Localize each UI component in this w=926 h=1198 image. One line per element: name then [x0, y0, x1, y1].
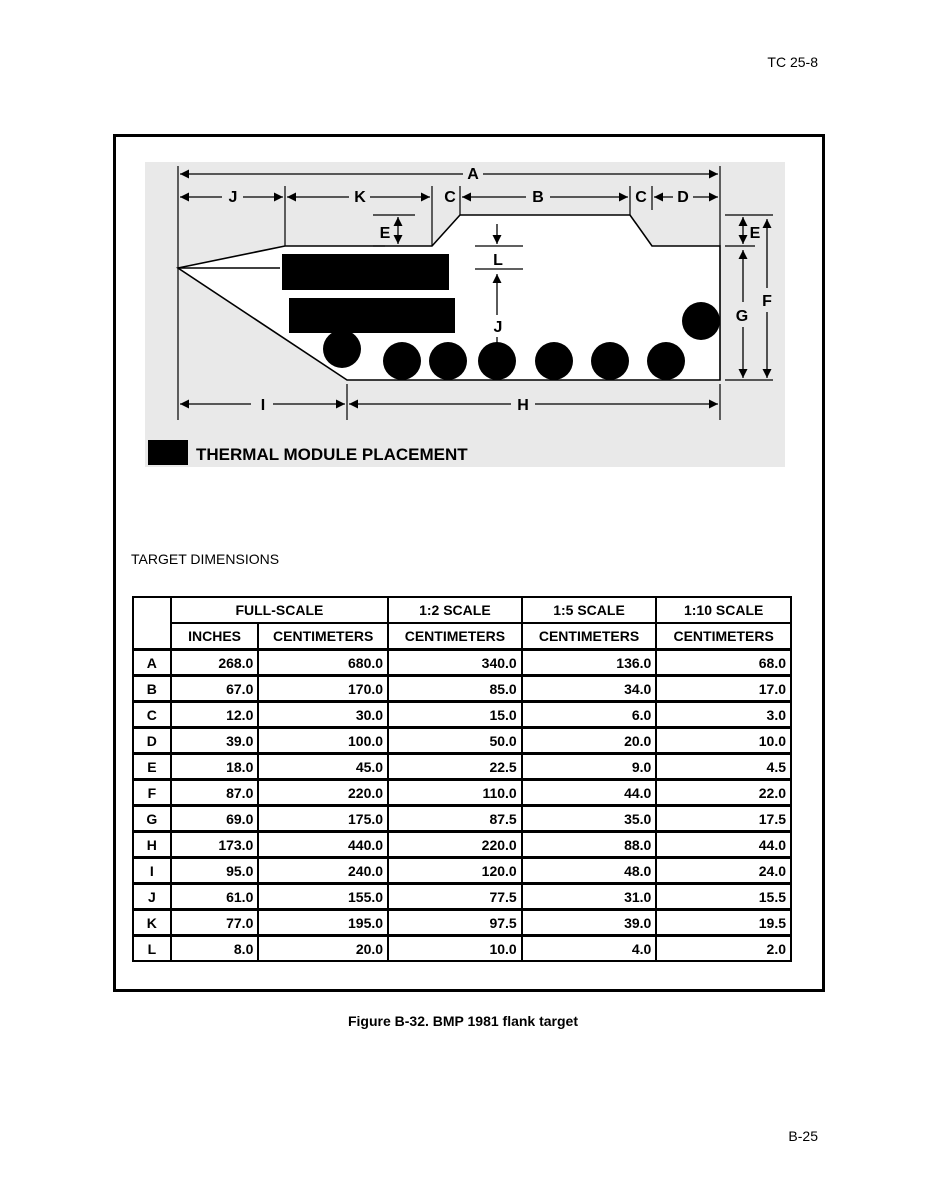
row-label: C: [133, 702, 171, 728]
label-c-right: C: [635, 189, 647, 206]
table-row: [133, 910, 791, 936]
table-cell: 10.0: [388, 936, 522, 962]
label-l: L: [493, 252, 503, 269]
table-row: [133, 832, 791, 858]
table-cell: 3.0: [656, 702, 791, 728]
table-cell: 10.0: [656, 728, 791, 754]
table-cell: 19.5: [656, 910, 791, 936]
table-cell: 35.0: [522, 806, 657, 832]
road-wheel: [591, 342, 629, 380]
row-label: A: [133, 650, 171, 676]
table-cell: 20.0: [522, 728, 657, 754]
table-cell: 39.0: [171, 728, 259, 754]
table-row: [133, 780, 791, 806]
label-b: B: [532, 189, 544, 206]
table-cell: 95.0: [171, 858, 259, 884]
table-cell: 88.0: [522, 832, 657, 858]
label-g: G: [735, 308, 749, 325]
subheader-inches: INCHES: [171, 623, 259, 650]
table-corner-cell: [133, 597, 171, 650]
header-fifth-scale: 1:5 SCALE: [522, 597, 657, 623]
row-label: I: [133, 858, 171, 884]
label-j: J: [493, 319, 503, 336]
header-tenth-scale: 1:10 SCALE: [656, 597, 791, 623]
table-cell: 68.0: [656, 650, 791, 676]
label-j-top: J: [228, 189, 238, 206]
table-row: [133, 806, 791, 832]
section-title: TARGET DIMENSIONS: [131, 551, 280, 567]
row-label: B: [133, 676, 171, 702]
label-i: I: [260, 397, 266, 414]
figure-caption: Figure B-32. BMP 1981 flank target: [347, 1013, 579, 1029]
table-sub-header-row: [133, 623, 791, 650]
legend-label: THERMAL MODULE PLACEMENT: [196, 445, 468, 464]
table-cell: 44.0: [656, 832, 791, 858]
table-cell: 9.0: [522, 754, 657, 780]
table-cell: 61.0: [171, 884, 259, 910]
table-cell: 77.5: [388, 884, 522, 910]
table-cell: 44.0: [522, 780, 657, 806]
road-wheel: [383, 342, 421, 380]
table-row: [133, 754, 791, 780]
label-k: K: [354, 189, 366, 206]
table-cell: 15.5: [656, 884, 791, 910]
target-diagram: [145, 162, 785, 467]
table-cell: 170.0: [258, 676, 388, 702]
table-cell: 50.0: [388, 728, 522, 754]
page-number: B-25: [788, 1128, 818, 1144]
table-cell: 2.0: [656, 936, 791, 962]
header-half-scale: 1:2 SCALE: [388, 597, 522, 623]
table-row: [133, 936, 791, 962]
label-e-right: E: [749, 225, 761, 242]
thermal-module-lower: [289, 298, 455, 333]
label-c-left: C: [444, 189, 456, 206]
table-cell: 97.5: [388, 910, 522, 936]
table-cell: 87.5: [388, 806, 522, 832]
table-cell: 6.0: [522, 702, 657, 728]
subheader-cm: CENTIMETERS: [388, 623, 522, 650]
table-cell: 110.0: [388, 780, 522, 806]
table-cell: 20.0: [258, 936, 388, 962]
table-cell: 680.0: [258, 650, 388, 676]
table-row: [133, 702, 791, 728]
row-label: E: [133, 754, 171, 780]
table-cell: 24.0: [656, 858, 791, 884]
label-e-left: E: [379, 225, 391, 242]
table-cell: 22.5: [388, 754, 522, 780]
table-cell: 220.0: [258, 780, 388, 806]
table-row: [133, 676, 791, 702]
table-cell: 69.0: [171, 806, 259, 832]
row-label: H: [133, 832, 171, 858]
table-cell: 4.5: [656, 754, 791, 780]
road-wheel: [535, 342, 573, 380]
subheader-cm: CENTIMETERS: [258, 623, 388, 650]
header-full-scale: FULL-SCALE: [171, 597, 388, 623]
road-wheel: [682, 302, 720, 340]
target-dimensions-table: [132, 596, 792, 962]
label-h: H: [517, 397, 529, 414]
table-row: [133, 650, 791, 676]
thermal-module-legend-swatch: [148, 440, 188, 465]
label-f: F: [762, 293, 772, 310]
road-wheel: [323, 330, 361, 368]
row-label: J: [133, 884, 171, 910]
road-wheel: [429, 342, 467, 380]
subheader-cm: CENTIMETERS: [522, 623, 657, 650]
table-cell: 67.0: [171, 676, 259, 702]
table-cell: 87.0: [171, 780, 259, 806]
table-cell: 340.0: [388, 650, 522, 676]
table-cell: 31.0: [522, 884, 657, 910]
table-row: [133, 884, 791, 910]
table-cell: 100.0: [258, 728, 388, 754]
table-cell: 18.0: [171, 754, 259, 780]
bmp-flank-silhouette: [145, 162, 785, 467]
row-label: L: [133, 936, 171, 962]
row-label: K: [133, 910, 171, 936]
table-cell: 48.0: [522, 858, 657, 884]
table-row: [133, 858, 791, 884]
table-cell: 22.0: [656, 780, 791, 806]
table-cell: 155.0: [258, 884, 388, 910]
table-cell: 4.0: [522, 936, 657, 962]
table-cell: 39.0: [522, 910, 657, 936]
road-wheel: [647, 342, 685, 380]
table-cell: 30.0: [258, 702, 388, 728]
table-cell: 268.0: [171, 650, 259, 676]
row-label: G: [133, 806, 171, 832]
table-cell: 85.0: [388, 676, 522, 702]
table-cell: 220.0: [388, 832, 522, 858]
table-cell: 440.0: [258, 832, 388, 858]
table-cell: 17.0: [656, 676, 791, 702]
row-label: D: [133, 728, 171, 754]
table-cell: 173.0: [171, 832, 259, 858]
table-cell: 175.0: [258, 806, 388, 832]
thermal-module-upper: [282, 254, 449, 290]
table-cell: 77.0: [171, 910, 259, 936]
table-cell: 136.0: [522, 650, 657, 676]
label-a: A: [467, 166, 479, 183]
document-id: TC 25-8: [767, 54, 818, 70]
subheader-cm: CENTIMETERS: [656, 623, 791, 650]
table-cell: 195.0: [258, 910, 388, 936]
label-d: D: [677, 189, 689, 206]
table-cell: 8.0: [171, 936, 259, 962]
table-cell: 34.0: [522, 676, 657, 702]
table-cell: 12.0: [171, 702, 259, 728]
table-cell: 45.0: [258, 754, 388, 780]
table-cell: 15.0: [388, 702, 522, 728]
row-label: F: [133, 780, 171, 806]
table-cell: 240.0: [258, 858, 388, 884]
table-cell: 120.0: [388, 858, 522, 884]
table-row: [133, 728, 791, 754]
table-cell: 17.5: [656, 806, 791, 832]
table-group-header-row: [133, 597, 791, 623]
